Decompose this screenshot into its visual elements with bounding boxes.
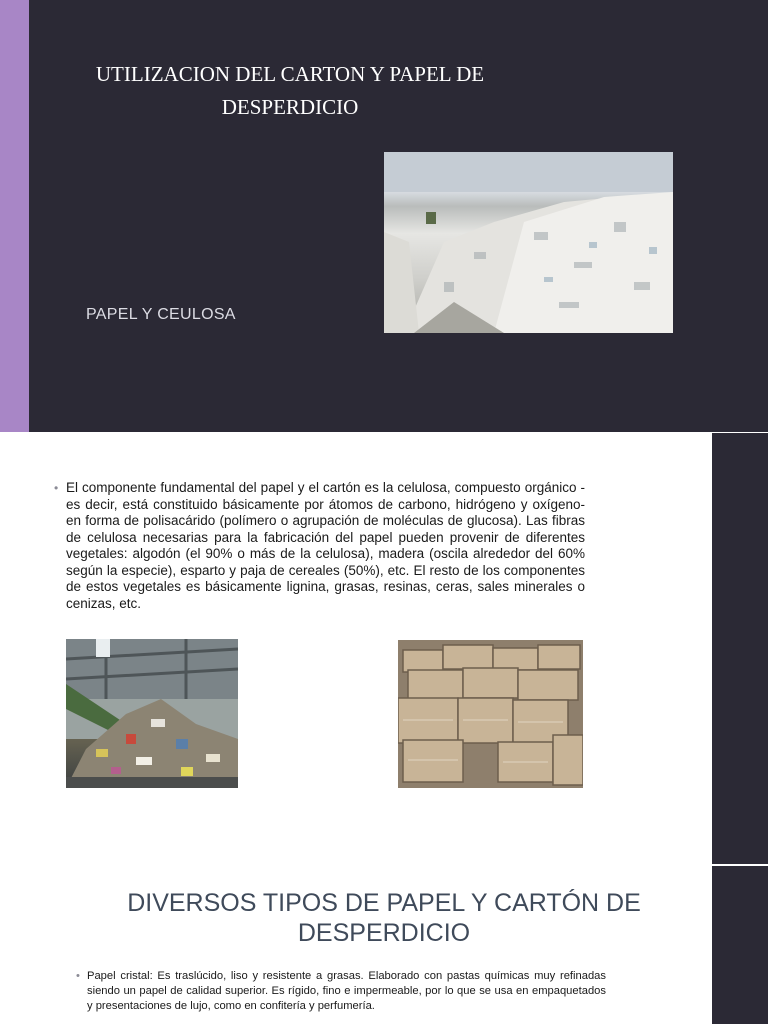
slide-heading: DIVERSOS TIPOS DE PAPEL Y CARTÓN DE DESPERDICIO — [127, 889, 641, 947]
divider — [711, 432, 768, 433]
bullet-marker: • — [54, 481, 59, 495]
paper-bales-photo — [384, 152, 673, 333]
accent-bar — [0, 0, 29, 432]
waste-pile-photo — [66, 639, 238, 788]
side-bar — [712, 864, 768, 1024]
bullet-paragraph — [76, 969, 606, 1014]
slide-title — [0, 0, 768, 432]
slide-title-heading: UTILIZACION DEL CARTON Y PAPEL DE DESPERDICIO — [95, 62, 485, 119]
bullet-text: El componente fundamental del papel y el cartón es la celulosa, compuesto orgánico -es decir, está constituido básicamente por átomos de carbono, hidrógeno y oxígeno- en forma de polisacárido (polímero o agrupación de moléculas de glucosa). Las fibras de celulosa necesarias para la fabricación del papel pueden provenir de diferentes vegetales: algodón (el 90% o más de la celulosa), madera (oscila alrededor del 60% según la especie), esparto y paja de cereales (50%), etc. El resto de los componentes de estos vegetales es básicamente lignina, grasas, resinas, ceras, sales minerales o cenizas, etc. — [66, 480, 585, 611]
bullet-marker: • — [76, 970, 80, 982]
slide-types — [0, 864, 768, 1024]
slide-subtitle: PAPEL Y CEULOSA — [86, 306, 236, 323]
slide-cellulose — [0, 432, 768, 864]
cardboard-bales-photo — [398, 640, 583, 788]
side-bar — [712, 432, 768, 864]
bullet-text: Papel cristal: Es traslúcido, liso y resistente a grasas. Elaborado con pastas químicas muy refinadas siendo un papel de calidad superior. Es rígido, fino e impermeable, por lo que se usa en empaquetados y presentaciones de lujo, como en confitería y perfumería. — [87, 970, 606, 1012]
divider — [711, 864, 768, 866]
bullet-paragraph — [54, 480, 585, 612]
